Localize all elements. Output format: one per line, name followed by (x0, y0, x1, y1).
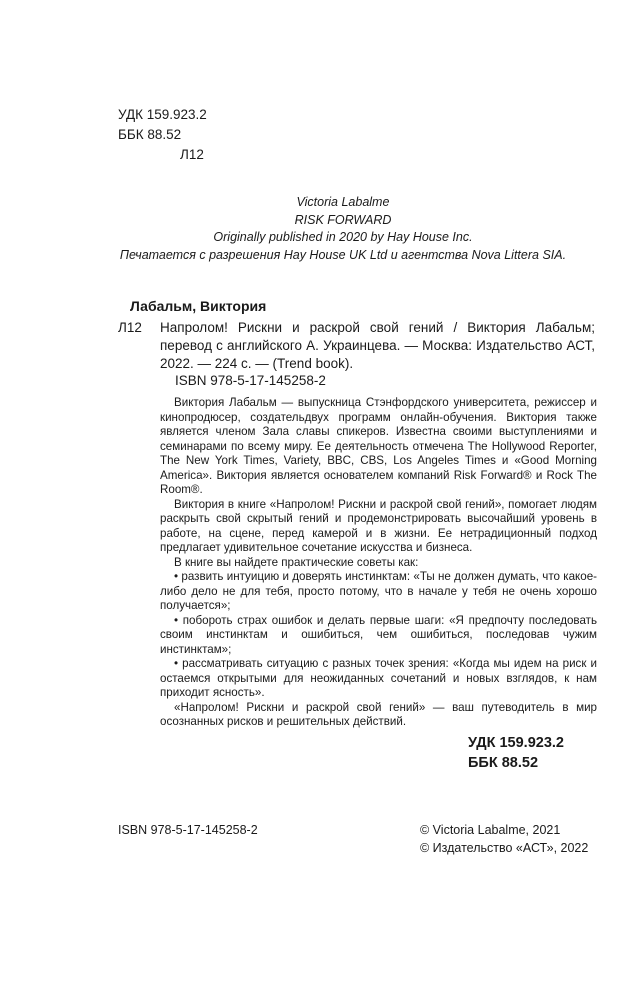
annotation-paragraph: В книге вы найдете практические советы как: (174, 555, 419, 569)
annotation-bullet: • развить интуицию и доверять инстинктам: «Ты не должен думать, что какое-либо дело не для тебя, просто потому, что в начале у тебя не очень хорошо получается»; (160, 570, 597, 612)
udk-code-bottom: УДК 159.923.2 (468, 735, 564, 751)
original-title: RISK FORWARD (294, 212, 392, 227)
isbn-main: ISBN 978-5-17-145258-2 (175, 373, 326, 388)
classification-block (118, 105, 207, 165)
author-heading: Лабальм, Виктория (130, 298, 267, 314)
original-credits (60, 194, 626, 264)
isbn-bottom: ISBN 978-5-17-145258-2 (118, 823, 258, 837)
annotation-bullet: • рассматривать ситуацию с разных точек зрения: «Когда мы идем на риск и остаемся открытыми для неожиданных сочетаний и новых взглядов, к нам приходит ясность». (160, 657, 597, 699)
permission-note: Печатается с разрешения Hay House UK Ltd и агентства Nova Littera SIA. (119, 247, 567, 262)
copyright-author: © Victoria Labalme, 2021 (420, 823, 561, 837)
annotation-paragraph: Виктория Лабальм — выпускница Стэнфордского университета, режиссер и кинопродюсер, создательдвух программ онлайн-обучения. Виктория также является членом Зала славы спикеров. Известна своими выступлениями и семинарами по всему миру. Ее деятельность отмечена The Hollywood Reporter, The New York Times, Variety, BBC, CBS, Los Angeles Times и «Good Morning America». Виктория является основателем компаний Risk Forward® и Rock The Room®. (160, 396, 597, 496)
annotation-paragraph: Виктория в книге «Напролом! Рискни и раскрой свой гений», помогает людям раскрыть свой скрытый гений и продемонстрировать высочайший уровень в работе, на сцене, перед камерой и в жизни. Ее нетрадиционный подход предлагает удивительное сочетание искусства и бизнеса. (160, 497, 597, 554)
bibliographic-description: Напролом! Рискни и раскрой свой гений / Виктория Лабальм; перевод с английского А. Украинцева. — Москва: Издательство АСТ, 2022. — 224 с. — (Trend book). (160, 320, 595, 371)
annotation (160, 396, 597, 730)
classification-bottom (468, 733, 564, 773)
annotation-bullet: • побороть страх ошибок и делать первые шаги: «Я предпочту последовать своим инстинктам и ошибиться, чем ошибиться, последовав чужим инстинктам»; (160, 613, 597, 656)
author-mark: Л12 (180, 147, 204, 162)
bibliographic-code: Л12 (118, 320, 142, 335)
original-publication: Originally published in 2020 by Hay House Inc. (213, 230, 473, 244)
bbk-code-bottom: ББК 88.52 (468, 755, 539, 771)
udk-code: УДК 159.923.2 (118, 107, 207, 122)
copyright-block (420, 821, 588, 857)
bbk-code: ББК 88.52 (118, 127, 182, 142)
annotation-paragraph: «Напролом! Рискни и раскрой свой гений» — ваш путеводитель в мир осознанных рисков и решительных действий. (160, 700, 597, 728)
original-author: Victoria Labalme (296, 195, 390, 209)
copyright-publisher: © Издательство «АСТ», 2022 (420, 841, 589, 855)
